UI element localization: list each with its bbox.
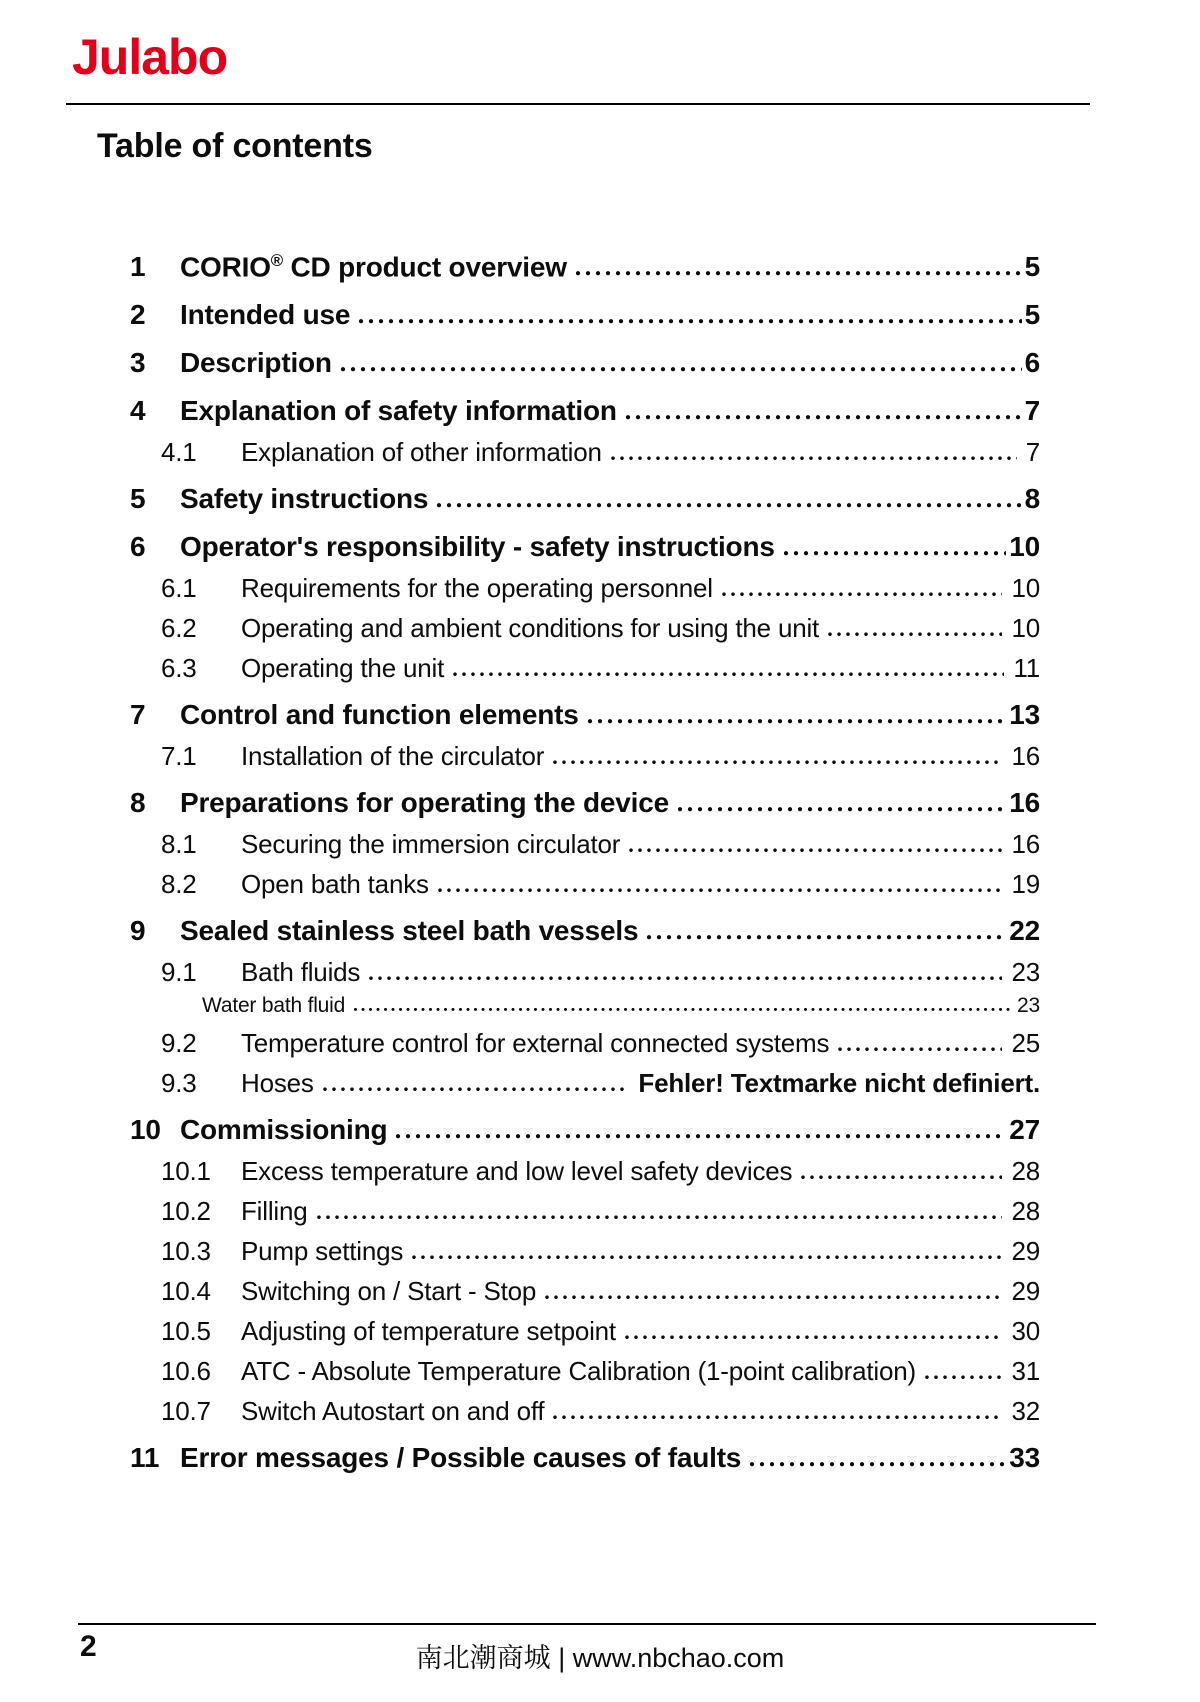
toc-entry-number: 4 [130, 395, 146, 427]
toc-entry-number: 10.4 [161, 1276, 211, 1307]
toc-entry-page: 13 [1009, 699, 1040, 731]
dot-leader [625, 414, 1022, 420]
toc-entry-title: Explanation of safety information [180, 395, 617, 427]
toc-entry-title: Switching on / Start - Stop [241, 1276, 537, 1307]
toc-list [130, 228, 1040, 1473]
toc-entry-title: Switch Autostart on and off [241, 1396, 545, 1427]
toc-entry-title: CORIO® CD product overview [180, 251, 567, 283]
toc-entry-number: 9 [130, 915, 146, 947]
toc-entry-page: 23 [1011, 957, 1040, 988]
dot-leader [395, 1133, 1006, 1139]
toc-entry [130, 699, 1040, 730]
toc-entry-title: Commissioning [180, 1114, 388, 1146]
toc-entry-page: 8 [1024, 483, 1040, 515]
toc-entry-page: 29 [1011, 1276, 1040, 1307]
toc-entry-number: 9.1 [161, 957, 197, 988]
dot-leader [924, 1374, 1003, 1380]
toc-entry-number: 5 [130, 483, 146, 515]
toc-entry [130, 1442, 1040, 1473]
dot-leader [340, 366, 1022, 372]
toc-entry-number: 8.2 [161, 869, 197, 900]
toc-entry [130, 1114, 1040, 1145]
dot-leader [837, 1046, 1002, 1052]
toc-entry [130, 742, 1040, 770]
dot-leader [552, 1414, 1002, 1420]
dot-leader [322, 1086, 630, 1092]
toc-entry-number: 10.1 [161, 1156, 211, 1187]
dot-leader [610, 455, 1017, 461]
toc-entry-title: Water bath fluid [202, 994, 346, 1018]
dot-leader [646, 934, 1006, 940]
toc-entry-page: 7 [1024, 395, 1040, 427]
toc-entry [130, 438, 1040, 466]
toc-entry [130, 870, 1040, 898]
toc-entry-number: 2 [130, 299, 146, 331]
toc-entry-page: 16 [1009, 787, 1040, 819]
toc-entry [130, 787, 1040, 818]
toc-entry [130, 1157, 1040, 1185]
toc-entry-number: 10.5 [161, 1316, 211, 1347]
toc-entry [130, 483, 1040, 514]
toc-entry-title: Sealed stainless steel bath vessels [180, 915, 639, 947]
toc-entry-number: 6.2 [161, 613, 197, 644]
toc-entry-title: Temperature control for external connected systems [241, 1028, 830, 1059]
toc-entry-number: 7.1 [161, 741, 197, 772]
toc-entry [130, 1357, 1040, 1385]
dot-leader [411, 1254, 1002, 1260]
toc-entry-title: Explanation of other information [241, 437, 602, 468]
toc-entry [130, 1029, 1040, 1057]
toc-entry-page: 16 [1011, 741, 1040, 772]
toc-entry-title: Requirements for the operating personnel [241, 573, 713, 604]
toc-entry-number: 11 [130, 1442, 160, 1474]
toc-entry-page: 7 [1025, 437, 1040, 468]
toc-entry [130, 245, 1040, 282]
toc-entry-title: Open bath tanks [241, 869, 429, 900]
toc-entry-number: 8.1 [161, 829, 197, 860]
dot-leader [316, 1214, 1003, 1220]
toc-entry-page: 10 [1011, 573, 1040, 604]
toc-entry-title: Safety instructions [180, 483, 429, 515]
toc-entry [130, 1277, 1040, 1305]
dot-leader [624, 1334, 1003, 1340]
toc-entry-title: Operating and ambient conditions for using the unit [241, 613, 820, 644]
dot-leader [368, 975, 1002, 981]
toc-entry-number: 9.3 [161, 1068, 197, 1099]
toc-entry-page: 5 [1024, 251, 1040, 283]
toc-entry-title: Hoses [241, 1068, 314, 1099]
toc-entry-number: 10.3 [161, 1236, 211, 1267]
dot-leader [436, 502, 1021, 508]
toc-entry [130, 299, 1040, 330]
toc-entry-number: 8 [130, 787, 146, 819]
toc-entry-number: 6.1 [161, 573, 197, 604]
dot-leader [552, 759, 1002, 765]
toc-entry-number: 6.3 [161, 653, 197, 684]
toc-entry-number: 4.1 [161, 437, 197, 468]
toc-entry [130, 531, 1040, 562]
toc-entry-title: Filling [241, 1196, 308, 1227]
toc-entry-number: 7 [130, 699, 146, 731]
toc-entry-title: Operating the unit [241, 653, 445, 684]
toc-entry-title: Bath fluids [241, 957, 361, 988]
toc-entry [130, 654, 1040, 682]
toc-entry-page: 22 [1009, 915, 1040, 947]
toc-entry-number: 1 [130, 251, 146, 283]
toc-entry [130, 395, 1040, 426]
toc-entry-page: 30 [1011, 1316, 1040, 1347]
toc-entry-title: Preparations for operating the device [180, 787, 669, 819]
dot-leader [544, 1294, 1002, 1300]
toc-entry [130, 1317, 1040, 1345]
toc-entry-title: Description [180, 347, 332, 379]
toc-entry [130, 347, 1040, 378]
dot-leader [800, 1174, 1002, 1180]
dot-leader [358, 318, 1021, 324]
toc-entry-title: Installation of the circulator [241, 741, 545, 772]
toc-entry [130, 1397, 1040, 1425]
toc-entry-number: 10.7 [161, 1396, 211, 1427]
toc-entry [130, 915, 1040, 946]
dot-leader [721, 591, 1003, 597]
toc-entry [130, 830, 1040, 858]
footer-watermark: 南北潮商城 | www.nbchao.com [415, 1643, 785, 1673]
header-divider [66, 103, 1090, 105]
toc-entry-page: 19 [1011, 869, 1040, 900]
toc-entry [130, 958, 1040, 986]
toc-entry-number: 3 [130, 347, 146, 379]
dot-leader [353, 1006, 1012, 1012]
toc-entry-page: 33 [1009, 1442, 1040, 1474]
dot-leader [587, 718, 1007, 724]
toc-entry-page: 29 [1011, 1236, 1040, 1267]
toc-entry [130, 1069, 1040, 1097]
toc-entry-page: 6 [1024, 347, 1040, 379]
dot-leader [783, 550, 1007, 556]
toc-entry-title: Pump settings [241, 1236, 404, 1267]
toc-entry-page: 10 [1009, 531, 1040, 563]
toc-entry-title: Operator's responsibility - safety instructions [180, 531, 775, 563]
dot-leader [749, 1461, 1006, 1467]
toc-entry-page: 10 [1011, 613, 1040, 644]
toc-entry-page: 25 [1011, 1028, 1040, 1059]
footer-page-number: 2 [80, 1630, 97, 1663]
toc-entry-page: Fehler! Textmarke nicht definiert. [638, 1068, 1040, 1099]
page-title: Table of contents [97, 127, 373, 165]
toc-entry-title: Excess temperature and low level safety devices [241, 1156, 793, 1187]
dot-leader [452, 671, 1004, 677]
toc-entry [130, 1197, 1040, 1225]
toc-entry [130, 614, 1040, 642]
dot-leader [827, 631, 1002, 637]
toc-entry-page: 27 [1009, 1114, 1040, 1146]
toc-entry-title: Adjusting of temperature setpoint [241, 1316, 616, 1347]
toc-entry-page: 11 [1013, 653, 1040, 684]
toc-entry-page: 31 [1011, 1356, 1040, 1387]
dot-leader [575, 270, 1022, 276]
toc-entry-page: 16 [1011, 829, 1040, 860]
toc-entry-title: Control and function elements [180, 699, 579, 731]
toc-entry-page: 28 [1011, 1196, 1040, 1227]
toc-entry-number: 10.6 [161, 1356, 211, 1387]
toc-entry-page: 23 [1017, 994, 1040, 1018]
toc-entry-number: 10.2 [161, 1196, 211, 1227]
toc-entry-number: 9.2 [161, 1028, 197, 1059]
toc-entry-number: 10 [130, 1114, 161, 1146]
toc-entry [130, 994, 1040, 1017]
toc-entry [130, 574, 1040, 602]
toc-entry-page: 32 [1011, 1396, 1040, 1427]
toc-entry-title: ATC - Absolute Temperature Calibration (1-point calibration) [241, 1356, 916, 1387]
registered-trademark-symbol: ® [270, 251, 283, 270]
toc-entry-title: Error messages / Possible causes of faults [180, 1442, 742, 1474]
footer-divider [78, 1623, 1096, 1625]
toc-entry-title: Securing the immersion circulator [241, 829, 621, 860]
toc-entry-title: Intended use [180, 299, 351, 331]
toc-entry-page: 28 [1011, 1156, 1040, 1187]
toc-entry [130, 1237, 1040, 1265]
toc-entry-page: 5 [1024, 299, 1040, 331]
dot-leader [628, 847, 1002, 853]
dot-leader [677, 806, 1006, 812]
julabo-logo: Julabo [72, 29, 228, 85]
toc-entry-number: 6 [130, 531, 146, 563]
dot-leader [437, 887, 1003, 893]
